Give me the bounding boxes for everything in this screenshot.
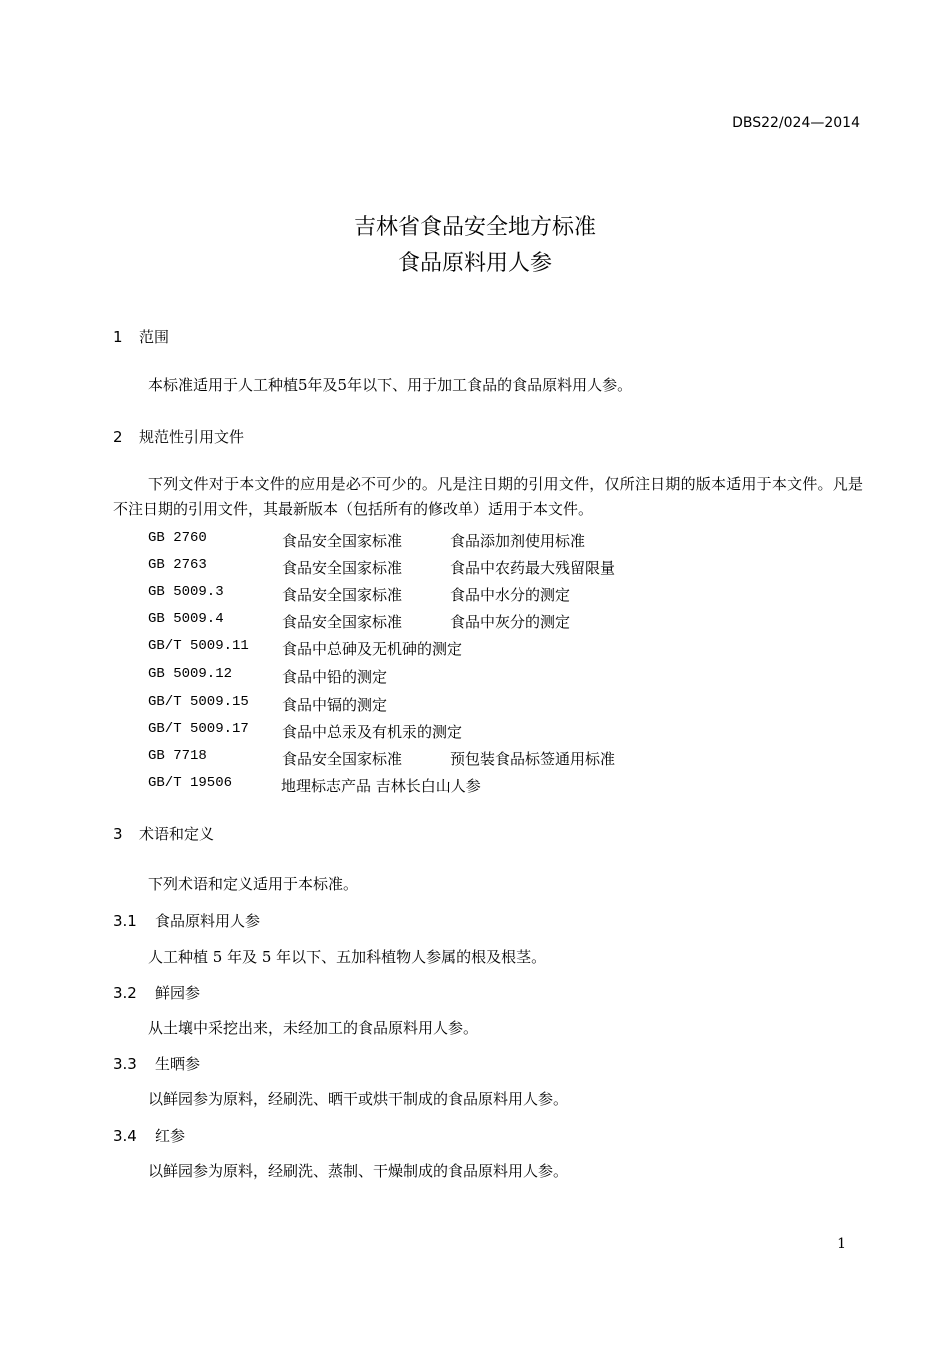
reference-code: GB 7718 [148, 748, 207, 764]
reference-code: GB/T 5009.15 [148, 694, 249, 710]
reference-code: GB 5009.12 [148, 666, 233, 682]
term-heading [113, 1125, 185, 1146]
term-name: 生晒参 [155, 1055, 201, 1073]
reference-title: 食品中总汞及有机汞的测定 [282, 723, 463, 741]
term-number: 3.1 [113, 912, 137, 930]
reference-subtitle: 食品中灰分的测定 [450, 613, 571, 631]
reference-title: 食品安全国家标准 [282, 532, 403, 550]
term-definition: 从土壤中采挖出来，未经加工的食品原料用人参。 [148, 1019, 479, 1037]
document-subtitle: 食品原料用人参 [397, 251, 552, 276]
reference-subtitle: 预包装食品标签通用标准 [450, 750, 616, 768]
section-title: 规范性引用文件 [139, 428, 245, 446]
section-heading-terms [113, 823, 214, 844]
section-number: 1 [113, 328, 123, 346]
reference-code: GB/T 5009.11 [148, 638, 249, 654]
document-title: 吉林省食品安全地方标准 [353, 215, 596, 240]
term-heading [113, 982, 200, 1003]
reference-code: GB 5009.4 [148, 611, 224, 627]
term-definition: 人工种植 5 年及 5 年以下、五加科植物人参属的根及根茎。 [148, 948, 547, 966]
reference-title: 地理标志产品 吉林长白山人参 [281, 777, 481, 795]
section-title: 术语和定义 [139, 825, 215, 843]
reference-title: 食品安全国家标准 [282, 586, 403, 604]
scope-paragraph: 本标准适用于人工种植5年及5年以下、用于加工食品的食品原料用人参。 [148, 376, 633, 394]
terms-intro-paragraph: 下列术语和定义适用于本标准。 [148, 875, 359, 893]
reference-subtitle: 食品添加剂使用标准 [450, 532, 586, 550]
reference-code: GB 5009.3 [148, 584, 224, 600]
reference-title: 食品中铅的测定 [282, 668, 388, 686]
reference-title: 食品安全国家标准 [282, 559, 403, 577]
reference-code: GB 2763 [148, 557, 207, 573]
term-number: 3.2 [113, 984, 137, 1002]
reference-title: 食品中总砷及无机砷的测定 [282, 640, 463, 658]
term-heading [113, 1053, 200, 1074]
term-name: 食品原料用人参 [155, 912, 261, 930]
term-name: 红参 [155, 1127, 186, 1145]
section-heading-normative-references [113, 426, 244, 447]
term-heading [113, 910, 260, 931]
term-name: 鲜园参 [155, 984, 201, 1002]
section-heading-scope [113, 326, 169, 347]
document-code: DBS22/024—2014 [732, 115, 860, 131]
term-definition: 以鲜园参为原料，经刷洗、晒干或烘干制成的食品原料用人参。 [148, 1090, 569, 1108]
reference-code: GB/T 19506 [148, 775, 233, 791]
reference-title: 食品中镉的测定 [282, 696, 388, 714]
term-definition: 以鲜园参为原料，经刷洗、蒸制、干燥制成的食品原料用人参。 [148, 1162, 569, 1180]
section-number: 3 [113, 825, 123, 843]
term-number: 3.4 [113, 1127, 137, 1145]
section-title: 范围 [139, 328, 170, 346]
reference-code: GB 2760 [148, 530, 207, 546]
reference-subtitle: 食品中水分的测定 [450, 586, 571, 604]
references-intro-paragraph: 下列文件对于本文件的应用是必不可少的。凡是注日期的引用文件，仅所注日期的版本适用于本文件。凡是不注日期的引用文件，其最新版本（包括所有的修改单）适用于本文件。 [113, 475, 863, 518]
section-number: 2 [113, 428, 123, 446]
reference-title: 食品安全国家标准 [282, 750, 403, 768]
reference-subtitle: 食品中农药最大残留限量 [450, 559, 616, 577]
reference-code: GB/T 5009.17 [148, 721, 249, 737]
page-number: 1 [837, 1236, 846, 1252]
term-number: 3.3 [113, 1055, 137, 1073]
reference-title: 食品安全国家标准 [282, 613, 403, 631]
